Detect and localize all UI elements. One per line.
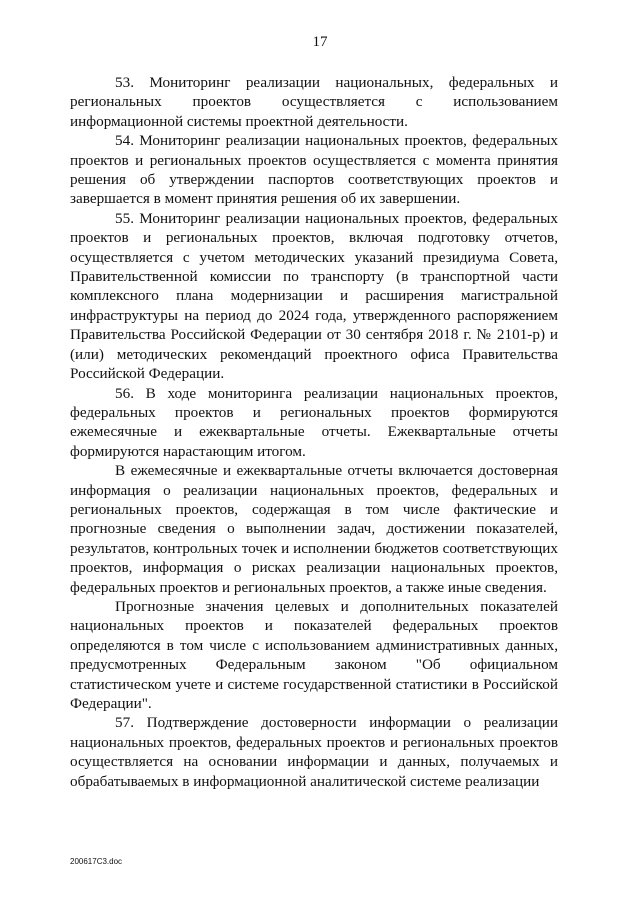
paragraph-forecast-values: Прогнозные значения целевых и дополнительных показателей национальных проектов и показателей федеральных проектов определяются в том числе с использованием административных данных, предусмотренных Федеральным законом "Об официальном статистическом учете и системе государственной статистики в Российской Федерации".	[70, 597, 558, 712]
paragraph-54: 54. Мониторинг реализации национальных проектов, федеральных проектов и региональных проектов осуществляется с момента принятия решения об утверждении паспортов соответствующих проектов и завершается в момент принятия решения об их завершении.	[70, 132, 558, 208]
paragraph-57: 57. Подтверждение достоверности информации о реализации национальных проектов, федеральных проектов и региональных проектов осуществляется на основании информации и данных, получаемых и обрабатываемых в информационной аналитической системе реализации	[70, 714, 558, 790]
paragraph-56: 56. В ходе мониторинга реализации национальных проектов, федеральных проектов и региональных проектов формируются ежемесячные и ежеквартальные отчеты. Ежеквартальные отчеты формируются нарастающим итогом.	[70, 384, 558, 460]
paragraph-reports-content: В ежемесячные и ежеквартальные отчеты включается достоверная информация о реализации национальных проектов, федеральных и региональных проектов, содержащая в том числе фактические и прогнозные сведения о выполнении задач, достижении показателей, результатов, контрольных точек и исполнении бюджетов соответствующих проектов, информация о рисках реализации национальных проектов, федеральных проектов и региональных проектов, а также иные сведения.	[70, 462, 558, 596]
page-number: 17	[312, 34, 328, 50]
document-body	[70, 73, 558, 791]
paragraph-55: 55. Мониторинг реализации национальных проектов, федеральных проектов и региональных проектов, включая подготовку отчетов, осуществляется с учетом методических указаний президиума Совета, Правительственной комиссии по транспорту (в транспортной части комплексного плана модернизации и расширения магистральной инфраструктуры на период до 2024 года, утвержденного распоряжением Правительства Российской Федерации от 30 сентября 2018 г. № 2101-р) и (или) методических рекомендаций проектного офиса Правительства Российской Федерации.	[70, 209, 558, 383]
paragraph-53: 53. Мониторинг реализации национальных, федеральных и региональных проектов осуществляется с использованием информационной системы проектной деятельности.	[70, 74, 558, 130]
footer-filename: 200617С3.doc	[70, 857, 123, 866]
